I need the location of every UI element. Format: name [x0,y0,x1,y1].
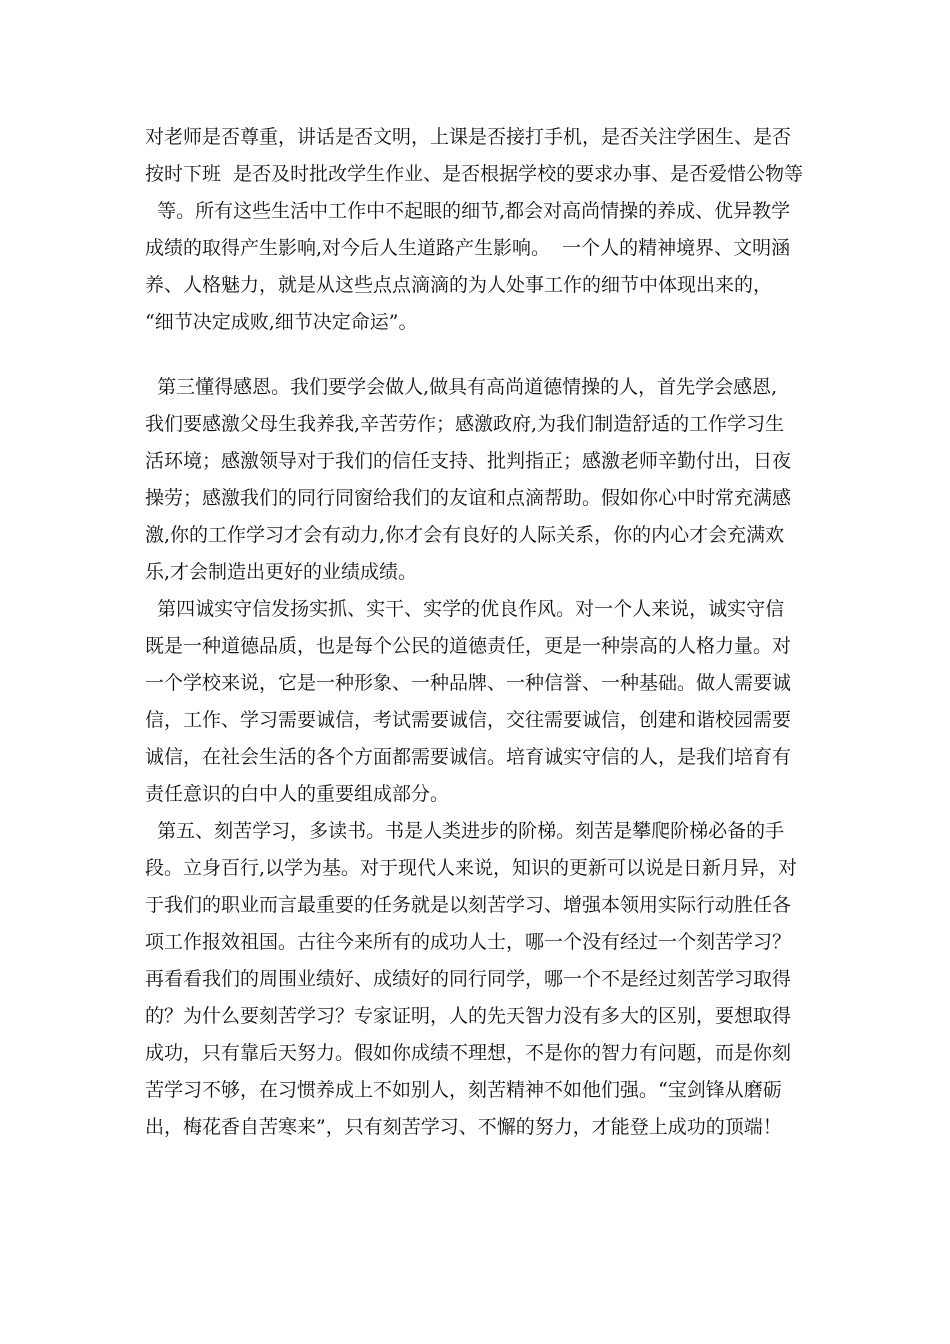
text-line: 一个学校来说，它是一种形象、一种品牌、一种信誉、一种基础。做人需要诚 [145,672,792,694]
text-line: 出，梅花香自苦寒来”，只有刻苦学习、不懈的努力，才能登上成功的顶端！ [145,1116,782,1138]
text-line: 对老师是否尊重，讲话是否文明，上课是否接打手机，是否关注学困生、是否 [145,126,792,148]
text-line: 的？为什么要刻苦学习？专家证明，人的先天智力没有多大的区别，要想取得 [145,1005,792,1027]
text-line: 第三懂得感恩。我们要学会做人,做具有高尚道德情操的人，首先学会感恩, [145,376,778,398]
text-line: 成功，只有靠后天努力。假如你成绩不理想，不是你的智力有问题，而是你刻 [145,1042,792,1064]
text-line: 再看看我们的周围业绩好、成绩好的同行同学，哪一个不是经过刻苦学习取得 [145,968,792,990]
text-line: 信，工作、学习需要诚信，考试需要诚信，交往需要诚信，创建和谐校园需要 [145,709,792,731]
text-line: 项工作报效祖国。古往今来所有的成功人士，哪一个没有经过一个刻苦学习？ [145,931,792,953]
text-line: 激,你的工作学习才会有动力,你才会有良好的人际关系，你的内心才会充满欢 [145,524,785,546]
text-line: 乐,才会制造出更好的业绩成绩。 [145,561,418,583]
text-line: 活环境；感激领导对于我们的信任支持、批判指正；感激老师辛勤付出，日夜 [145,450,792,472]
text-line: “细节决定成败,细节决定命运”。 [145,311,418,333]
text-line: 责任意识的白中人的重要组成部分。 [145,783,450,805]
text-line: 养、人格魅力，就是从这些点点滴滴的为人处事工作的细节中体现出来的， [145,274,773,296]
text-line: 我们要感激父母生我养我,辛苦劳作；感激政府,为我们制造舒适的工作学习生 [145,413,785,435]
text-line: 第五、刻苦学习，多读书。书是人类进步的阶梯。刻苦是攀爬阶梯必备的手 [145,820,785,842]
text-line: 第四诚实守信发扬实抓、实干、实学的优良作风。对一个人来说，诚实守信 [145,598,785,620]
text-line: 按时下班 是否及时批改学生作业、是否根据学校的要求办事、是否爱惜公物等 [145,163,804,185]
text-line: 于我们的职业而言最重要的任务就是以刻苦学习、增强本领用实际行动胜任各 [145,894,792,916]
text-line: 操劳；感激我们的同行同窗给我们的友谊和点滴帮助。假如你心中时常充满感 [145,487,792,509]
text-line: 段。立身百行,以学为基。对于现代人来说，知识的更新可以说是日新月异，对 [145,857,798,879]
text-line: 诚信，在社会生活的各个方面都需要诚信。培育诚实守信的人，是我们培育有 [145,746,792,768]
text-line: 成绩的取得产生影响,对今后人生道路产生影响。 一个人的精神境界、文明涵 [145,237,791,259]
text-line: 等。所有这些生活中工作中不起眼的细节,都会对高尚情操的养成、优异教学 [145,200,791,222]
text-line: 既是一种道德品质，也是每个公民的道德责任，更是一种崇高的人格力量。对 [145,635,792,657]
text-line: 苦学习不够，在习惯养成上不如别人，刻苦精神不如他们强。“宝剑锋从磨砺 [145,1079,782,1101]
